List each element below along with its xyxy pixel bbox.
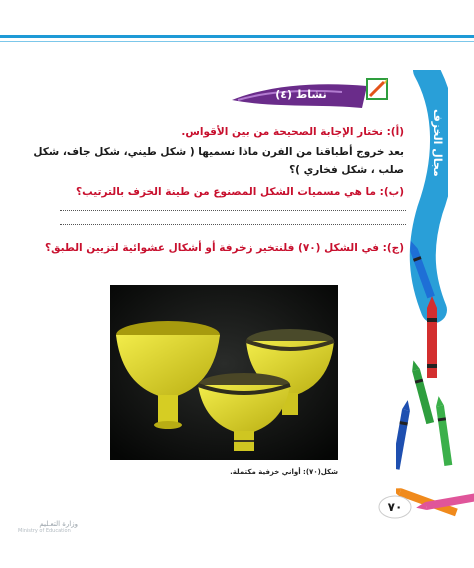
pencil-square-icon xyxy=(364,76,390,102)
header-rule-thin xyxy=(0,41,474,42)
crayons-decoration xyxy=(396,230,474,520)
ministry-name-en: Ministry of Education xyxy=(18,528,71,534)
crayon-icon-blue xyxy=(407,239,435,298)
side-title: مجال الخزف xyxy=(431,109,444,177)
question-c-heading: (ج): في الشكل (٧٠) فلنتخير زخرفة أو أشكال عشوائية لتزيين الطبق؟ xyxy=(45,242,404,254)
question-a-heading: (أ): نختار الإجابة الصحيحة من بين الأقواس. xyxy=(181,126,404,138)
crayon-icon-red xyxy=(427,296,437,378)
crayon-icon-green-2 xyxy=(435,396,453,466)
figure-caption: شكل(٧٠): أواني خزفية مكتملة. xyxy=(230,468,338,476)
page-number: ٧٠ xyxy=(387,500,403,514)
crayon-icon-blue-2 xyxy=(396,399,412,469)
question-b-heading: (ب): ما هي مسميات الشكل المصنوع من طينة الخزف بالترتيب؟ xyxy=(76,186,404,198)
header-rule xyxy=(0,35,474,38)
ministry-name: وزارة التعـليم xyxy=(39,520,78,528)
answer-line-b2 xyxy=(60,224,406,225)
ministry-logo xyxy=(18,520,78,552)
ceramic-bowls-photo xyxy=(110,285,338,460)
question-a-line2: صلب ، شكل فخاري )؟ xyxy=(289,164,404,176)
activity-label: نشاط (٤) xyxy=(275,88,327,101)
answer-line-b1 xyxy=(60,210,406,211)
question-a-line1: بعد خروج أطباقنا من الفرن ماذا نسميها ( شكل طيني، شكل جاف، شكل xyxy=(33,146,404,158)
